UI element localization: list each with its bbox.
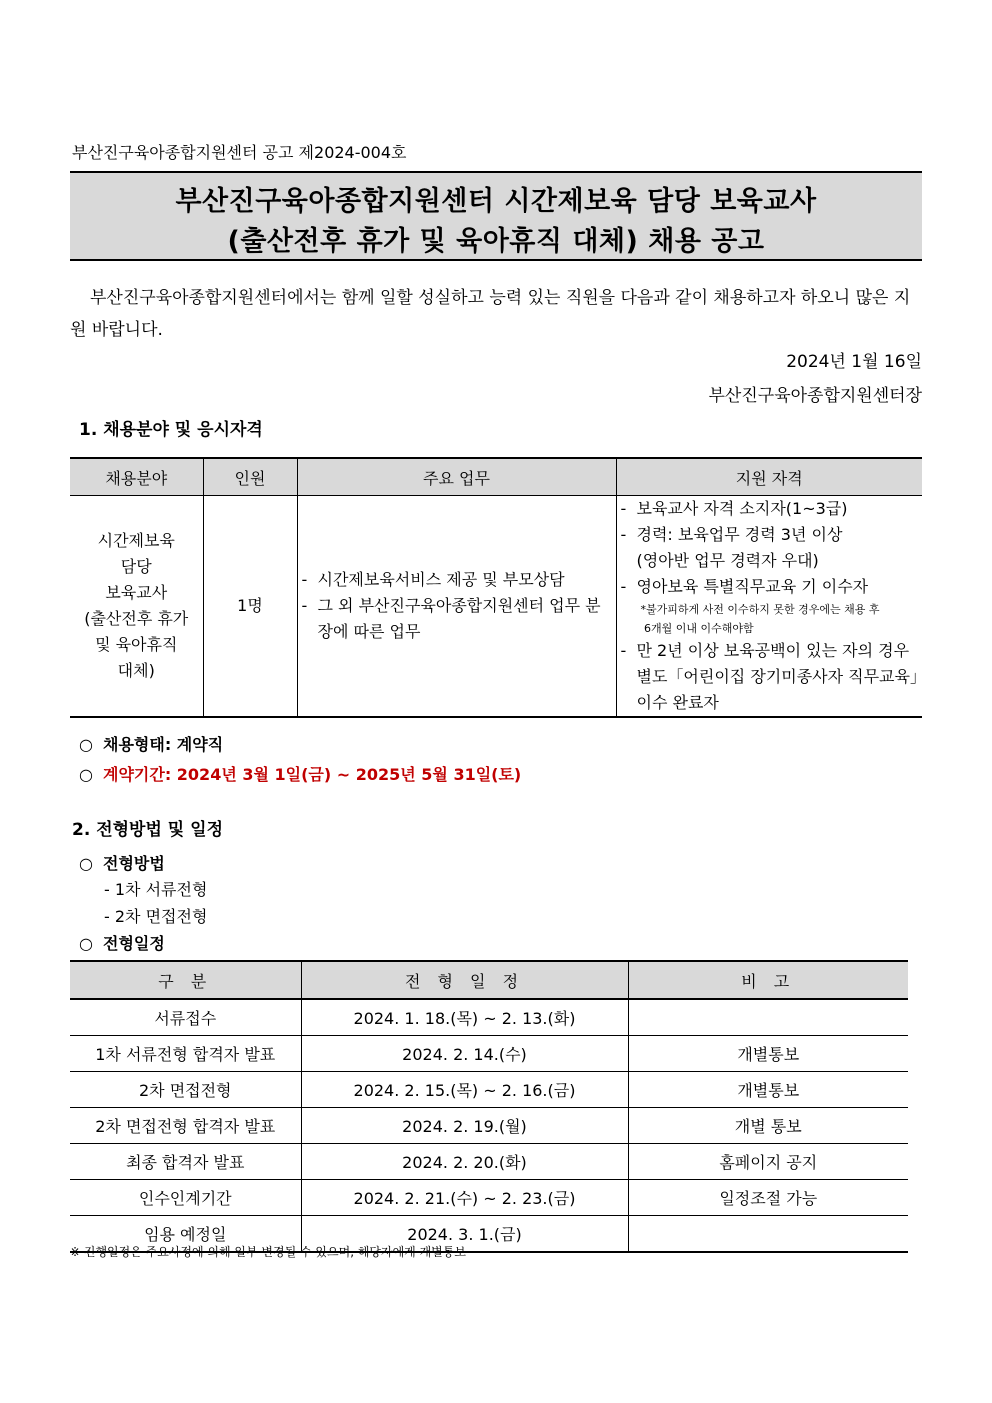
- note-cell: [628, 1216, 908, 1253]
- schedule-label: [79, 931, 165, 954]
- note-cell: 일정조절 가능: [628, 1180, 908, 1216]
- header-schedule: 전 형 일 정: [301, 961, 628, 999]
- section2-title: 2. 전형방법 및 일정: [72, 820, 223, 840]
- count-cell: 1명: [203, 496, 297, 718]
- duty-item: - 시간제보육서비스 제공 및 부모상담: [302, 567, 612, 593]
- date-cell: 2024. 2. 19.(월): [301, 1108, 628, 1144]
- date-cell: 2024. 2. 15.(목) ~ 2. 16.(금): [301, 1072, 628, 1108]
- qualification-item: - 영아보육 특별직무교육 기 이수자: [621, 574, 919, 600]
- duties-cell: [297, 496, 616, 718]
- section1-title: 1. 채용분야 및 응시자격: [79, 420, 263, 440]
- qualification-text: 보육교사 자격 소지자(1~3급): [636, 499, 848, 518]
- duty-text: 시간제보육서비스 제공 및 부모상담: [317, 570, 565, 589]
- stage-cell: 인수인계기간: [70, 1180, 301, 1216]
- method-item: - 2차 면접전형: [104, 907, 208, 926]
- contract-period-text: 계약기간: 2024년 3월 1일(금) ~ 2025년 5월 31일(토): [103, 765, 522, 784]
- circle-bullet-icon: ○: [79, 934, 93, 953]
- employment-type: [79, 732, 223, 755]
- qualification-text-line: 경력: 보육업무 경력 3년 이상: [636, 525, 843, 544]
- qualification-text: 만 2년 이상 보육공백이 있는 자의 경우 별도「어린이집 장기미종사자 직무교육」이수 완료자: [636, 641, 918, 712]
- qualification-item: - 경력: 보육업무 경력 3년 이상 (영아반 업무 경력자 우대): [621, 522, 919, 574]
- header-stage: 구 분: [70, 961, 301, 999]
- title-line-2: (출산전후 휴가 및 육아휴직 대체) 채용 공고: [227, 226, 765, 257]
- stage-cell: 2차 면접전형: [70, 1072, 301, 1108]
- table-row: [70, 999, 908, 1036]
- field-line: (출산전후 휴가: [84, 609, 189, 628]
- method-label-text: 전형방법: [103, 854, 165, 873]
- recruitment-row: [70, 496, 922, 718]
- table-row: [70, 1108, 908, 1144]
- qualification-item: - 보육교사 자격 소지자(1~3급): [621, 496, 919, 522]
- note-cell: [628, 999, 908, 1036]
- recruitment-table: [70, 457, 922, 718]
- header-note: 비 고: [628, 961, 908, 999]
- schedule-table: [70, 960, 908, 1253]
- intro-text: 부산진구육아종합지원센터에서는 함께 일할 성실하고 능력 있는 직원을 다음과 같이 채용하고자 하오니 많은 지원 바랍니다.: [70, 288, 911, 340]
- circle-bullet-icon: ○: [79, 854, 93, 873]
- date-cell: 2024. 3. 1.(금): [301, 1216, 628, 1253]
- announcement-date: 2024년 1월 16일: [786, 352, 922, 372]
- table-row: [70, 1036, 908, 1072]
- circle-bullet-icon: ○: [79, 735, 93, 754]
- note-cell: 개별통보: [628, 1036, 908, 1072]
- qualification-item: - 만 2년 이상 보육공백이 있는 자의 경우 별도「어린이집 장기미종사자 직무교육」이수 완료자: [621, 638, 919, 716]
- header-field: 채용분야: [70, 458, 203, 496]
- date-cell: 2024. 1. 18.(목) ~ 2. 13.(화): [301, 999, 628, 1036]
- note-line: 6개월 이내 이수해야함: [644, 622, 754, 635]
- field-line: 및 육아휴직: [95, 635, 178, 654]
- recruitment-header-row: [70, 458, 922, 496]
- schedule-label-text: 전형일정: [103, 934, 165, 953]
- contract-period: [79, 762, 521, 785]
- table-row: [70, 1144, 908, 1180]
- stage-cell: 2차 면접전형 합격자 발표: [70, 1108, 301, 1144]
- intro-paragraph: [70, 282, 922, 346]
- qualification-text-line: (영아반 업무 경력자 우대): [636, 551, 819, 570]
- note-cell: 개별 통보: [628, 1108, 908, 1144]
- method-item: - 1차 서류전형: [104, 880, 208, 899]
- date-cell: 2024. 2. 21.(수) ~ 2. 23.(금): [301, 1180, 628, 1216]
- footnote: ※ 진행일정은 주요사정에 의해 일부 변경될 수 있으며, 해당자에게 개별통보: [70, 1245, 466, 1259]
- method-label: [79, 851, 165, 874]
- circle-bullet-icon: ○: [79, 765, 93, 784]
- signer: 부산진구육아종합지원센터장: [708, 386, 922, 406]
- qualifications-cell: [616, 496, 922, 718]
- field-line: 시간제보육: [97, 531, 175, 550]
- title-line-1: 부산진구육아종합지원센터 시간제보육 담당 보육교사: [175, 186, 817, 217]
- duty-item: - 그 외 부산진구육아종합지원센터 업무 분장에 따른 업무: [302, 593, 612, 645]
- stage-cell: 서류접수: [70, 999, 301, 1036]
- note-cell: 홈페이지 공지: [628, 1144, 908, 1180]
- employment-type-text: 채용형태: 계약직: [103, 735, 224, 754]
- field-cell: [70, 496, 203, 718]
- header-count: 인원: [203, 458, 297, 496]
- title-box: [70, 171, 922, 261]
- table-row: [70, 1180, 908, 1216]
- duty-text: 그 외 부산진구육아종합지원센터 업무 분장에 따른 업무: [317, 596, 601, 641]
- field-line: 보육교사: [105, 583, 168, 602]
- stage-cell: 1차 서류전형 합격자 발표: [70, 1036, 301, 1072]
- note-cell: 개별통보: [628, 1072, 908, 1108]
- table-row: [70, 1072, 908, 1108]
- header-qualifications: 지원 자격: [616, 458, 922, 496]
- field-line: 담당: [120, 557, 152, 576]
- schedule-header-row: [70, 961, 908, 999]
- stage-cell: 최종 합격자 발표: [70, 1144, 301, 1180]
- notice-number: 부산진구육아종합지원센터 공고 제2024-004호: [72, 143, 407, 162]
- stage-cell: 임용 예정일: [144, 1225, 227, 1244]
- qualification-note: [621, 600, 919, 638]
- note-line: *불가피하게 사전 이수하지 못한 경우에는 채용 후: [640, 603, 880, 616]
- qualification-text: 영아보육 특별직무교육 기 이수자: [636, 577, 869, 596]
- date-cell: 2024. 2. 20.(화): [301, 1144, 628, 1180]
- header-duties: 주요 업무: [297, 458, 616, 496]
- date-cell: 2024. 2. 14.(수): [301, 1036, 628, 1072]
- field-line: 대체): [117, 661, 155, 680]
- qualification-text: [637, 522, 843, 574]
